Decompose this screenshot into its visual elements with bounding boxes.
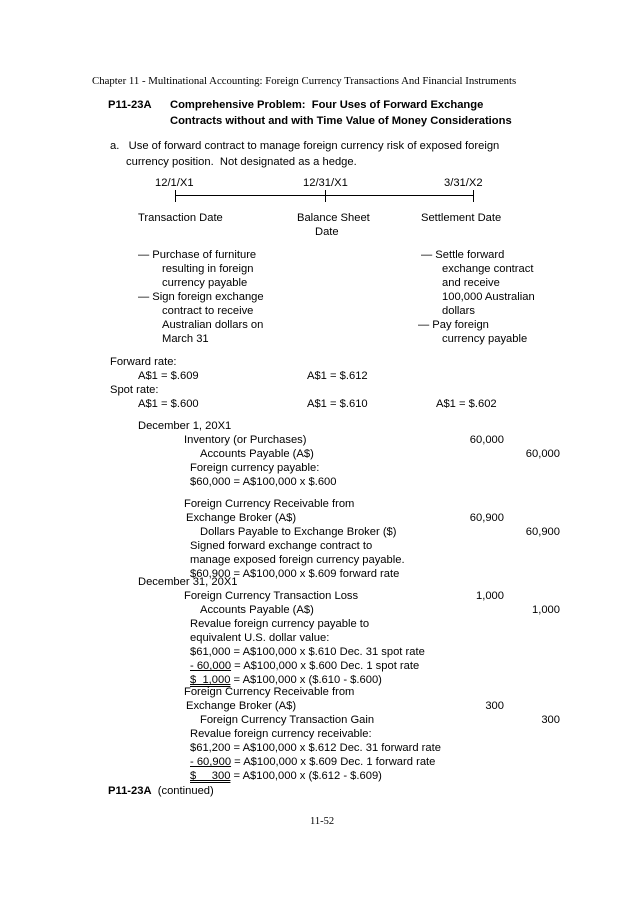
- entry-date: December 1, 20X1: [138, 420, 232, 432]
- timeline-label-transaction: Transaction Date: [138, 212, 223, 224]
- continued-text: (continued): [151, 785, 214, 797]
- entry-note: [190, 755, 435, 769]
- note-text: = A$100,000 x $.609 Dec. 1 forward rate: [231, 756, 436, 768]
- credit-account: Foreign Currency Transaction Gain: [200, 714, 375, 726]
- part-a-line-1: a. Use of forward contract to manage foreign currency risk of exposed foreign: [110, 140, 500, 152]
- entry-note: [190, 769, 382, 783]
- underlined-amount: - 60,000: [190, 660, 232, 672]
- debit-account: Foreign Currency Receivable from: [184, 686, 355, 698]
- event-right-line: — Pay foreign: [418, 319, 489, 331]
- event-left-line: resulting in foreign: [162, 263, 254, 275]
- event-left-line: currency payable: [162, 277, 248, 289]
- underlined-amount: - 60,900: [190, 756, 232, 768]
- event-left-line: March 31: [162, 333, 209, 345]
- debit-amount: 300: [485, 700, 504, 712]
- credit-amount: 1,000: [532, 604, 560, 616]
- timeline-label-date: Date: [315, 226, 339, 238]
- event-left-line: — Purchase of furniture: [138, 249, 257, 261]
- credit-amount: 60,900: [525, 526, 560, 538]
- timeline-tick-3: [473, 190, 474, 202]
- credit-account: Accounts Payable (A$): [200, 448, 314, 460]
- double-underlined-amount: $ 300: [190, 770, 231, 782]
- timeline-tick-2: [325, 190, 326, 202]
- page-number: 11-52: [310, 816, 335, 827]
- note-text: = A$100,000 x ($.610 - $.600): [230, 674, 382, 686]
- double-underlined-amount: $ 1,000: [190, 674, 231, 686]
- entry-note: $60,900 = A$100,000 x $.609 forward rate: [190, 568, 400, 580]
- debit-amount: 60,000: [469, 434, 504, 446]
- timeline-date-3: 3/31/X2: [444, 177, 483, 189]
- note-text: = A$100,000 x ($.612 - $.609): [230, 770, 382, 782]
- entry-note: Signed forward exchange contract to: [190, 540, 373, 552]
- event-right-line: — Settle forward: [421, 249, 505, 261]
- forward-rate-dec31: A$1 = $.612: [307, 370, 368, 382]
- entry-note: Revalue foreign currency payable to: [190, 618, 370, 630]
- entry-note: Revalue foreign currency receivable:: [190, 728, 372, 740]
- event-left-line: contract to receive: [162, 305, 254, 317]
- entry-note: manage exposed foreign currency payable.: [190, 554, 405, 566]
- debit-account: Inventory (or Purchases): [184, 434, 307, 446]
- entry-note: [190, 659, 419, 673]
- event-right-line: 100,000 Australian: [442, 291, 535, 303]
- problem-title-line-2: Contracts without and with Time Value of Money Considerations: [170, 115, 512, 127]
- page-header: Chapter 11 - Multinational Accounting: Foreign Currency Transactions And Financial Instruments: [92, 75, 517, 87]
- event-right-line: and receive: [442, 277, 500, 289]
- credit-amount: 60,000: [525, 448, 560, 460]
- entry-note: equivalent U.S. dollar value:: [190, 632, 330, 644]
- entry-date: December 31, 20X1: [138, 576, 238, 588]
- debit-amount: 1,000: [476, 590, 504, 602]
- debit-account: Foreign Currency Receivable from: [184, 498, 355, 510]
- timeline-label-balance-sheet: Balance Sheet: [297, 212, 370, 224]
- debit-amount: 60,900: [469, 512, 504, 524]
- forward-rate-dec1: A$1 = $.609: [138, 370, 199, 382]
- continued-line: [108, 784, 214, 798]
- credit-account: Dollars Payable to Exchange Broker ($): [200, 526, 397, 538]
- continued-problem-number: P11-23A: [108, 785, 152, 797]
- timeline-tick-1: [175, 190, 176, 202]
- event-left-line: — Sign foreign exchange: [138, 291, 264, 303]
- spot-rate-dec1: A$1 = $.600: [138, 398, 199, 410]
- timeline-date-1: 12/1/X1: [155, 177, 194, 189]
- credit-account: Accounts Payable (A$): [200, 604, 314, 616]
- timeline-label-settlement: Settlement Date: [421, 212, 502, 224]
- timeline-date-2: 12/31/X1: [303, 177, 348, 189]
- debit-account: Foreign Currency Transaction Loss: [184, 590, 359, 602]
- part-a-line-2: currency position. Not designated as a hedge.: [126, 156, 357, 168]
- problem-title-line-1: Comprehensive Problem: Four Uses of Forward Exchange: [170, 99, 484, 111]
- debit-account: Exchange Broker (A$): [186, 512, 297, 524]
- entry-note: $60,000 = A$100,000 x $.600: [190, 476, 337, 488]
- spot-rate-dec31: A$1 = $.610: [307, 398, 368, 410]
- debit-account: Exchange Broker (A$): [186, 700, 297, 712]
- event-right-line: currency payable: [442, 333, 528, 345]
- spot-rate-label: Spot rate:: [110, 384, 159, 396]
- entry-note: $61,200 = A$100,000 x $.612 Dec. 31 forward rate: [190, 742, 441, 754]
- credit-amount: 300: [541, 714, 560, 726]
- spot-rate-mar31: A$1 = $.602: [436, 398, 497, 410]
- event-left-line: Australian dollars on: [162, 319, 264, 331]
- note-text: = A$100,000 x $.600 Dec. 1 spot rate: [231, 660, 420, 672]
- event-right-line: dollars: [442, 305, 475, 317]
- problem-number: P11-23A: [108, 99, 152, 111]
- entry-note: $61,000 = A$100,000 x $.610 Dec. 31 spot rate: [190, 646, 425, 658]
- event-right-line: exchange contract: [442, 263, 534, 275]
- forward-rate-label: Forward rate:: [110, 356, 177, 368]
- entry-note: Foreign currency payable:: [190, 462, 320, 474]
